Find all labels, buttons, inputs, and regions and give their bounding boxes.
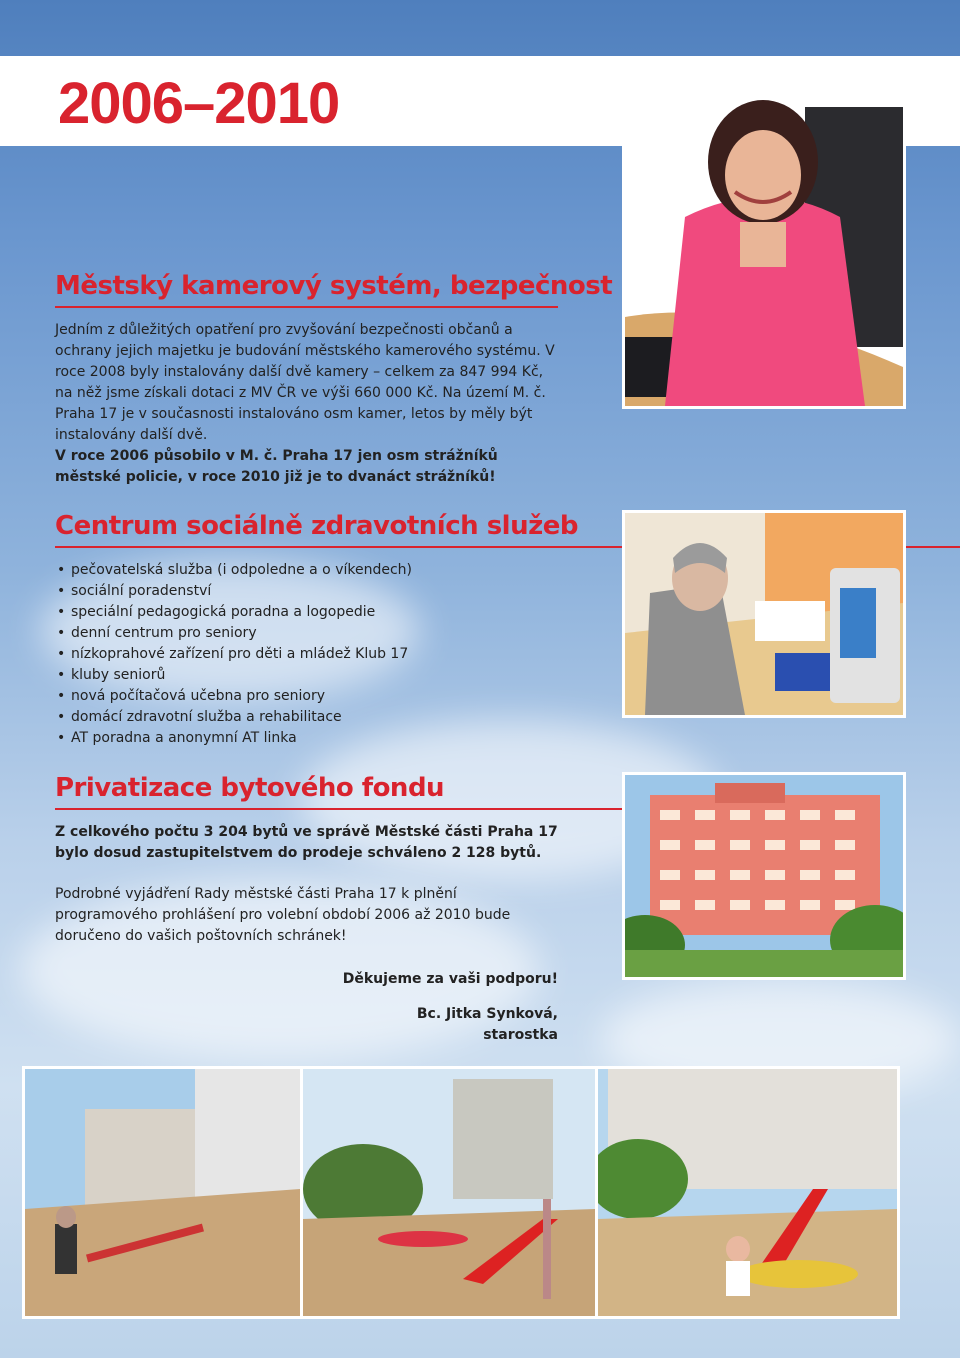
list-item: • nová počítačová učebna pro seniory <box>55 686 558 707</box>
thanks-text: Děkujeme za vaši podporu! <box>342 971 558 987</box>
playground-slide-photo <box>300 1066 598 1319</box>
computer-image <box>625 513 903 715</box>
section-divider <box>55 306 558 308</box>
list-item: • sociální poradenství <box>55 581 558 602</box>
section-title: Centrum sociálně zdravotních služeb <box>55 511 578 541</box>
section-title: Privatizace bytového fondu <box>55 773 445 803</box>
page-title: 2006–2010 <box>58 71 340 136</box>
section-housing <box>55 772 558 1046</box>
playground-children-photo <box>595 1066 900 1319</box>
portrait-photo <box>622 64 906 409</box>
building-image <box>625 775 903 977</box>
housing-paragraph: Z celkového počtu 3 204 bytů ve správě Městské části Praha 17 bylo dosud zastupitelstvem do prodeje schváleno 2 128 bytů. <box>55 824 558 861</box>
police-paragraph: V roce 2006 působilo v M. č. Praha 17 jen osm strážníků městské policie, v roce 2010 již je to dvanáct strážníků! <box>55 448 498 485</box>
list-item: • pečovatelská služba (i odpoledne a o víkendech) <box>55 560 558 581</box>
list-item: • nízkoprahové zařízení pro děti a mládež Klub 17 <box>55 644 558 665</box>
camera-paragraph: Jedním z důležitých opatření pro zvyšování bezpečnosti občanů a ochrany jejich majetku je budování městského kamerového systému. V roce 2008 byly instalovány další dvě kamery – celkem za 847 994 Kč, na něž jsme získali dotaci z MV ČR ve výši 660 000 Kč. Na území M. č. Praha 17 je v současnosti instalováno osm kamer, letos by měly být instalovány další dvě. <box>55 322 555 443</box>
section-divider <box>55 808 623 810</box>
services-list <box>55 560 558 749</box>
playground-seesaw-image <box>25 1069 300 1316</box>
apartment-building-photo <box>622 772 906 980</box>
list-item: • AT poradna a anonymní AT linka <box>55 728 558 749</box>
playground-children-image <box>598 1069 897 1316</box>
section-title: Městský kamerový systém, bezpečnost <box>55 271 613 301</box>
playground-slide-image <box>303 1069 595 1316</box>
portrait-image <box>625 67 903 406</box>
list-item: • kluby seniorů <box>55 665 558 686</box>
list-item: • denní centrum pro seniory <box>55 623 558 644</box>
senior-computer-photo <box>622 510 906 718</box>
list-item: • domácí zdravotní služba a rehabilitace <box>55 707 558 728</box>
playground-seesaw-photo <box>22 1066 303 1319</box>
list-item: • speciální pedagogická poradna a logopedie <box>55 602 558 623</box>
section-camera <box>55 270 613 488</box>
signature-role: starostka <box>483 1027 558 1043</box>
signature-name: Bc. Jitka Synková, <box>416 1006 558 1022</box>
section-social <box>55 510 578 749</box>
statement-paragraph: Podrobné vyjádření Rady městské části Praha 17 k plnění programového prohlášení pro volební období 2006 až 2010 bude doručeno do vašich poštovních schránek! <box>55 886 511 944</box>
